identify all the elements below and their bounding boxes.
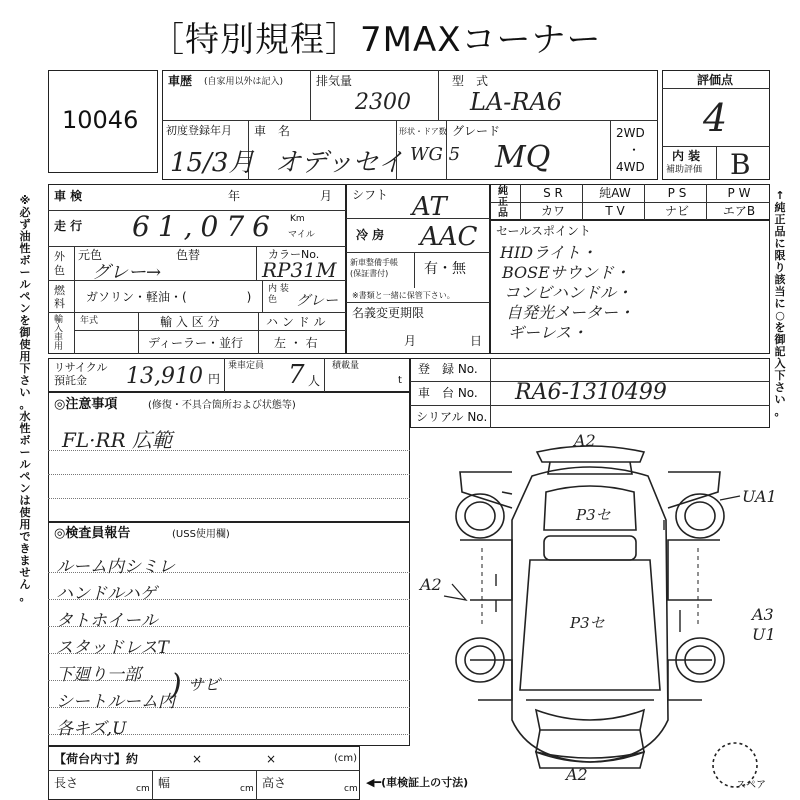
2wd-label: 2WD [616, 126, 645, 140]
serial-no-label: シリアル No. [416, 410, 488, 424]
interior-color-label: 内 装 色 [268, 284, 289, 305]
equipment-item: カワ [540, 204, 565, 218]
yen-label: 円 [208, 372, 221, 386]
manual-note: ※書類と一緒に保管下さい。 [352, 291, 455, 300]
spare-label: スペア [736, 780, 766, 791]
diag-hood-mark: P3セ [576, 506, 611, 524]
ac-value: AAC [420, 222, 478, 252]
orig-color-label: 元色 [78, 248, 103, 262]
inspector-line: 各キズ,U [56, 719, 127, 739]
history-note: (自家用以外は記入) [204, 77, 284, 87]
inspector-line: タトホイール [56, 611, 158, 631]
car-name-label: 車 名 [254, 124, 291, 138]
interior-label: 内 装 [672, 149, 701, 163]
recycle-value: 13,910 [126, 364, 203, 389]
grade-label: グレード [452, 124, 501, 138]
name-change-day: 日 [470, 334, 483, 348]
recycle-label: リサイクル 預託金 [54, 361, 108, 387]
diag-right-bottom-mark-1: A3 [752, 605, 774, 624]
sales-point-item: BOSEサウンド・ [502, 263, 630, 282]
ton-label: t [398, 375, 402, 386]
dims-label: 【荷台内寸】約 [54, 752, 139, 766]
sales-point-item: コンビハンドル・ [504, 283, 633, 302]
notes-sub-label: (修復・不具合箇所および状態等) [148, 400, 296, 411]
chassis-no-label: 車 台 No. [418, 386, 478, 400]
import-label: 輸 入 車 用 [54, 315, 64, 352]
notes-value: FL·RR 広範 [62, 428, 172, 452]
height-label: 高さ [262, 776, 287, 790]
km-label: Km [290, 214, 305, 224]
diag-right-bottom-mark-2: U1 [752, 625, 776, 644]
notes-label: ◎注意事項 [54, 397, 118, 412]
displacement-label: 排気量 [316, 74, 353, 88]
model-type-label: 型 式 [452, 74, 489, 88]
color-change-label: 色替 [176, 248, 201, 262]
chassis-no-value: RA6-1310499 [515, 380, 667, 405]
inspector-line: シートルーム内 [56, 692, 175, 712]
page-title: ［特別規程］7MAXコーナー [150, 20, 602, 60]
handle-options: 左 ・ 右 [274, 336, 318, 350]
import-type-label: 輸 入 区 分 [160, 315, 220, 329]
height-cm: cm [344, 784, 358, 794]
dims-cm: (cm) [334, 753, 358, 764]
inspector-line: スタッドレスT [56, 638, 169, 658]
dims-x1: × [192, 752, 203, 766]
sales-point-item: ギーレス・ [508, 323, 588, 342]
color-no-label: カラーNo. [268, 248, 320, 261]
width-cm: cm [240, 784, 254, 794]
handle-label: ハ ン ド ル [266, 315, 326, 329]
genuine-label: 純 正 品 [498, 186, 508, 219]
interior-sub-label: 補助評価 [666, 165, 703, 175]
left-note: ※ 必 ず 油 性 ボ ー ル ペ ン を 御 使 用 下 さ い 。 水 性 ボ ー ル ペ ン は 使 用 で き ま せ ん 。 [19, 194, 31, 603]
inspection-month: 月 [320, 189, 333, 203]
manual-label: 新車整備手帳 (保証書付) [350, 258, 398, 278]
inspection-year: 年 [228, 189, 241, 203]
inspector-sub-label: (USS使用欄) [172, 529, 230, 540]
history-label: 車歴 [168, 74, 193, 88]
displacement-value: 2300 [355, 90, 411, 115]
mileage-label: 走 行 [54, 219, 83, 233]
equipment-item: 純AW [599, 186, 631, 200]
sales-point-item: 自発光メーター・ [506, 303, 635, 322]
inspector-line: 下廻り一部 [56, 665, 141, 685]
equipment-item: エアB [722, 204, 756, 218]
orig-color-value: グレー→ [92, 262, 162, 283]
cert-size-label: ◀━(車検証上の寸法) [366, 776, 469, 789]
shift-value: AT [412, 192, 447, 222]
inspector-line: ハンドルハゲ [56, 584, 157, 604]
equipment-item: P W [727, 186, 751, 200]
diag-roof-mark: P3セ [570, 614, 605, 632]
first-reg-label: 初度登録年月 [166, 124, 232, 137]
inspection-label: 車 検 [54, 189, 83, 203]
dims-x2: × [266, 752, 277, 766]
manual-yn: 有・無 [424, 261, 466, 277]
diag-top-mark: A2 [574, 431, 596, 450]
wd-dot: ・ [628, 143, 641, 157]
load-label: 積載量 [332, 361, 360, 371]
score-value: 4 [703, 96, 728, 140]
import-options: ディーラー・並行 [148, 336, 244, 350]
interior-score-value: B [730, 148, 751, 181]
grade-value: MQ [495, 140, 551, 175]
color-no-value: RP31M [262, 258, 337, 282]
fuel-label: 燃 料 [54, 284, 65, 310]
4wd-label: 4WD [616, 160, 645, 174]
equipment-item: S R [543, 186, 563, 200]
sales-points-label: セールスポイント [496, 224, 591, 238]
exterior-label: 外 色 [54, 250, 65, 277]
diag-bottom-mark: A2 [566, 765, 588, 784]
interior-color-value: グレー [296, 293, 338, 309]
inspector-bracket: ) [170, 668, 182, 703]
lot-number: 10046 [62, 106, 139, 134]
diag-left-mark: A2 [420, 575, 442, 594]
mileage-value: 61,076 [132, 210, 278, 243]
first-reg-value: 15/3月 [170, 148, 255, 178]
ac-label: 冷 房 [356, 228, 385, 242]
shape-doors-value: WG 5 [410, 144, 461, 165]
name-change-month: 月 [404, 334, 417, 348]
width-label: 幅 [158, 776, 171, 790]
length-label: 長さ [54, 776, 79, 790]
capacity-label: 乗車定員 [228, 361, 265, 371]
sales-point-item: HIDライト・ [500, 243, 597, 262]
inspector-note: サビ [188, 675, 221, 694]
model-type-value: LA-RA6 [470, 88, 563, 116]
equipment-item: ナビ [664, 204, 689, 218]
shift-label: シフト [352, 188, 389, 202]
mile-label: マイル [288, 230, 315, 240]
right-note: ↑ 純 正 品 に 限 り 該 当 に ○ を 御 記 入 下 さ い 。 [774, 189, 786, 418]
equipment-item: P S [667, 186, 687, 200]
person-label: 人 [308, 374, 321, 388]
length-cm: cm [136, 784, 150, 794]
equipment-item: T V [605, 204, 625, 218]
shape-doors-label: 形状・ドア数 [399, 127, 447, 136]
name-change-label: 名義変更期限 [352, 306, 425, 320]
capacity-value: 7 [288, 360, 305, 390]
car-name-value: オデッセイ [275, 148, 404, 178]
import-year-label: 年式 [80, 316, 99, 326]
diag-right-top-mark: UA1 [742, 487, 777, 506]
inspector-label: ◎検査員報告 [54, 526, 131, 541]
reg-no-label: 登 録 No. [418, 362, 478, 376]
score-label: 評価点 [697, 73, 734, 87]
inspector-line: ルーム内シミレ [56, 557, 175, 577]
fuel-options: ガソリン・軽油・( ) [86, 290, 252, 304]
